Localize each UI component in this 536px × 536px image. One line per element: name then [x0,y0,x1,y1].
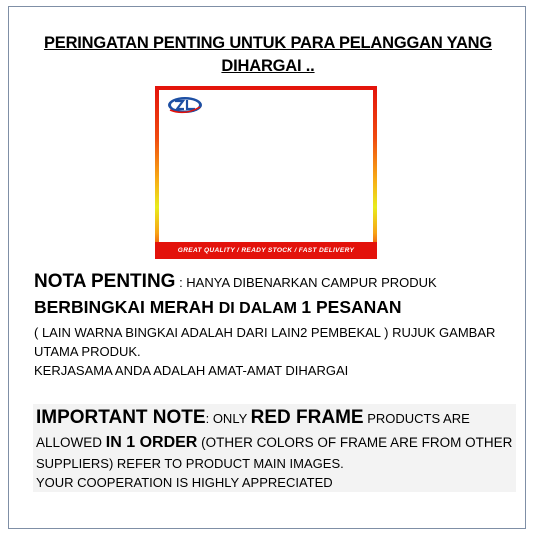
nota-line-4: KERJASAMA ANDA ADALAH AMAT-AMAT DIHARGAI [34,363,349,378]
important-t1: : ONLY [205,411,251,426]
important-line-4: YOUR COOPERATION IS HIGHLY APPRECIATED [36,475,333,490]
zl-logo-icon [166,95,204,115]
nota-heading: NOTA PENTING [34,271,176,292]
important-t3: ALLOWED [36,435,106,450]
nota-emph-2: 1 PESANAN [301,297,402,317]
important-heading: IMPORTANT NOTE [36,407,206,428]
important-red-frame: RED FRAME [250,407,364,428]
nota-line-3: ( LAIN WARNA BINGKAI ADALAH DARI LAIN2 PEMBEKAL ) RUJUK GAMBAR UTAMA PRODUK. [34,325,496,359]
nota-emph-1: BERBINGKAI MERAH [34,297,219,317]
important-t4: (OTHER COLORS OF FRAME ARE FROM OTHER [197,435,513,450]
red-frame-image [155,86,377,259]
nota-line-1 [34,269,514,296]
page-title: PERINGATAN PENTING UNTUK PARA PELANGGAN YANG DIHARGAI .. [43,34,493,75]
frame-inner [159,90,373,242]
frame-tagline: GREAT QUALITY / READY STOCK / FAST DELIVERY [155,242,377,259]
important-line-3: SUPPLIERS) REFER TO PRODUCT MAIN IMAGES. [36,456,344,471]
important-line-2 [36,432,516,454]
important-in-order: IN 1 ORDER [105,434,198,451]
important-t2: PRODUCTS ARE [363,411,470,426]
important-note-section [33,404,516,492]
nota-lead: : HANYA DIBENARKAN CAMPUR PRODUK [175,275,437,290]
important-line-1 [36,405,516,432]
nota-emph-small: DI DALAM [218,300,302,317]
nota-line-2 [34,296,514,320]
nota-penting-section [34,269,514,380]
